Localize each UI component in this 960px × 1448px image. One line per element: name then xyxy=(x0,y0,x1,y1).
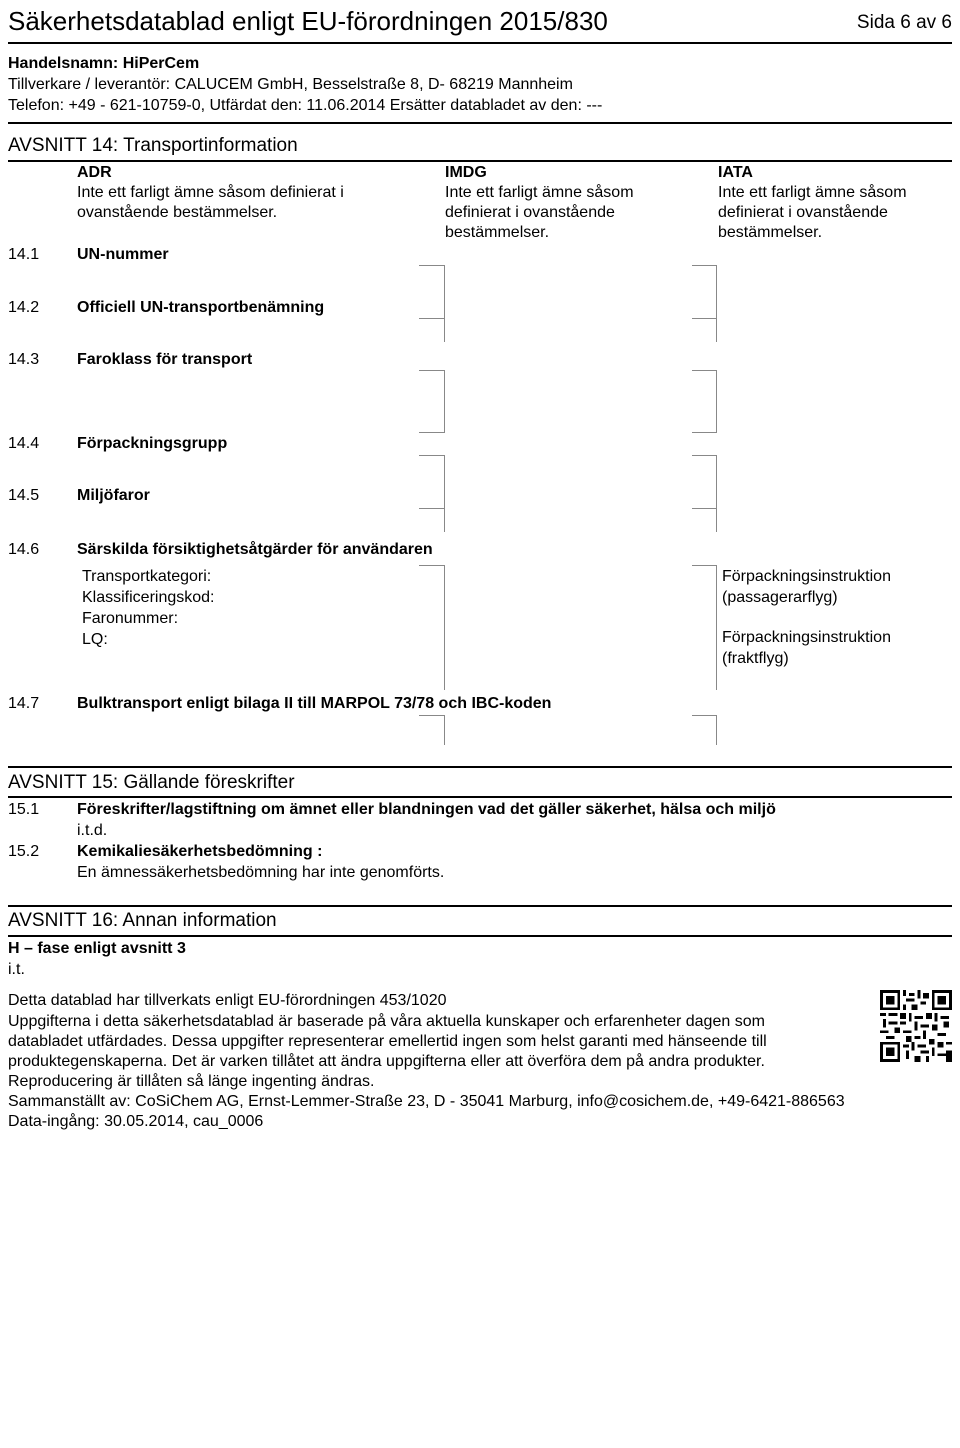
section-15-top-divider xyxy=(8,766,952,768)
grid-line xyxy=(692,432,717,433)
imdg-text: Inte ett farligt ämne såsom definierat i ovanstående bestämmelser. xyxy=(445,184,634,241)
grid-line xyxy=(716,715,717,745)
passenger-aircraft: (passagerarflyg) xyxy=(722,589,838,606)
info-line: Sammanställt av: CoSiChem AG, Ernst-Lemmer-Straße 23, D - 35041 Marburg, info@cosichem.de, +49-6421-886563 xyxy=(8,1093,845,1110)
grid-line xyxy=(692,715,717,716)
grid-line xyxy=(444,455,445,532)
document-title: Säkerhetsdatablad enligt EU-förordningen 2015/830 xyxy=(8,6,608,36)
section-15-title: AVSNITT 15: Gällande föreskrifter xyxy=(8,772,295,793)
trade-name: Handelsnamn: HiPerCem xyxy=(8,55,200,72)
row-number: 15.1 xyxy=(8,801,40,818)
row-label-environmental: Miljöfaror xyxy=(77,487,150,504)
h-phrases-value: i.t. xyxy=(8,961,25,978)
hazard-number: Faronummer: xyxy=(82,610,179,627)
grid-line xyxy=(716,370,717,432)
grid-line xyxy=(716,455,717,532)
info-line: Uppgifterna i detta säkerhetsdatablad är baserade på våra aktuella kunskaper och erfarenheter dagen som xyxy=(8,1013,765,1030)
iata-heading: IATA xyxy=(718,164,753,181)
transport-category: Transportkategori: xyxy=(82,568,212,585)
cargo-aircraft: (fraktflyg) xyxy=(722,650,789,667)
grid-line xyxy=(716,265,717,342)
section-15-divider xyxy=(8,796,952,798)
grid-line xyxy=(692,318,717,319)
header-divider xyxy=(8,42,952,44)
grid-line xyxy=(444,715,445,745)
grid-line xyxy=(419,432,445,433)
row-number: 15.2 xyxy=(8,843,40,860)
row-label-un-number: UN-nummer xyxy=(77,246,169,263)
row-number: 14.3 xyxy=(8,351,40,368)
grid-line xyxy=(444,370,445,432)
page-number: Sida 6 av 6 xyxy=(856,12,952,33)
info-line: produktegenskaperna. Det är varken tillåtet att ändra uppgifterna eller att överföra dem på andra produkter. xyxy=(8,1053,765,1070)
packing-instruction-cargo: Förpackningsinstruktion xyxy=(722,629,891,646)
row-number: 14.7 xyxy=(8,695,40,712)
chemical-safety-value: En ämnessäkerhetsbedömning har inte genomförts. xyxy=(77,864,445,881)
grid-line xyxy=(692,508,717,509)
row-number: 14.4 xyxy=(8,435,40,452)
row-number: 14.5 xyxy=(8,487,40,504)
h-phrases-label: H – fase enligt avsnitt 3 xyxy=(8,940,186,957)
grid-line xyxy=(419,370,445,371)
chemical-safety-label: Kemikaliesäkerhetsbedömning : xyxy=(77,843,323,860)
adr-text: Inte ett farligt ämne såsom definierat i ovanstående bestämmelser. xyxy=(77,184,344,221)
adr-heading: ADR xyxy=(77,164,112,181)
grid-line xyxy=(692,265,717,266)
grid-line xyxy=(692,455,717,456)
row-number: 14.1 xyxy=(8,246,40,263)
qr-code-icon xyxy=(880,990,952,1062)
grid-line xyxy=(716,565,717,690)
iata-text: Inte ett farligt ämne såsom definierat i ovanstående bestämmelser. xyxy=(718,184,907,241)
grid-line xyxy=(419,265,445,266)
section-14-title: AVSNITT 14: Transportinformation xyxy=(8,135,298,156)
info-line: databladet utfärdades. Dessa uppgifter representerar emellertid ingen som helst garanti med hänseende till xyxy=(8,1033,767,1050)
grid-line xyxy=(692,370,717,371)
header-divider-bottom xyxy=(8,122,952,124)
regulations-label: Föreskrifter/lagstiftning om ämnet eller blandningen vad det gäller säkerhet, hälsa och miljö xyxy=(77,801,776,818)
regulations-value: i.t.d. xyxy=(77,822,108,839)
row-number: 14.2 xyxy=(8,299,40,316)
section-16-title: AVSNITT 16: Annan information xyxy=(8,910,277,931)
info-line: Detta datablad har tillverkats enligt EU-förordningen 453/1020 xyxy=(8,992,447,1009)
grid-line xyxy=(444,565,445,690)
grid-line xyxy=(419,565,445,566)
grid-line xyxy=(419,455,445,456)
supplier-line: Tillverkare / leverantör: CALUCEM GmbH, Besselstraße 8, D- 68219 Mannheim xyxy=(8,76,573,93)
section-14-divider xyxy=(8,160,952,162)
grid-line xyxy=(419,715,445,716)
row-label-bulk-transport: Bulktransport enligt bilaga II till MARPOL 73/78 och IBC-koden xyxy=(77,695,552,712)
grid-line xyxy=(444,265,445,342)
grid-line xyxy=(419,318,445,319)
limited-quantity: LQ: xyxy=(82,631,108,648)
imdg-heading: IMDG xyxy=(445,164,487,181)
section-16-top-divider xyxy=(8,905,952,907)
phone-date-line: Telefon: +49 - 621-10759-0, Utfärdat den: 11.06.2014 Ersätter databladet av den: --- xyxy=(8,97,603,114)
row-label-hazard-class: Faroklass för transport xyxy=(77,351,253,368)
classification-code: Klassificeringskod: xyxy=(82,589,215,606)
row-number: 14.6 xyxy=(8,541,40,558)
info-line: Data-ingång: 30.05.2014, cau_0006 xyxy=(8,1113,264,1130)
section-16-divider xyxy=(8,935,952,937)
info-line: Reproducering är tillåten så länge ingenting ändras. xyxy=(8,1073,375,1090)
grid-line xyxy=(692,565,717,566)
grid-line xyxy=(419,508,445,509)
packing-instruction-passenger: Förpackningsinstruktion xyxy=(722,568,891,585)
row-label-precautions: Särskilda försiktighetsåtgärder för användaren xyxy=(77,541,433,558)
row-label-shipping-name: Officiell UN-transportbenämning xyxy=(77,299,325,316)
row-label-packing-group: Förpackningsgrupp xyxy=(77,435,228,452)
